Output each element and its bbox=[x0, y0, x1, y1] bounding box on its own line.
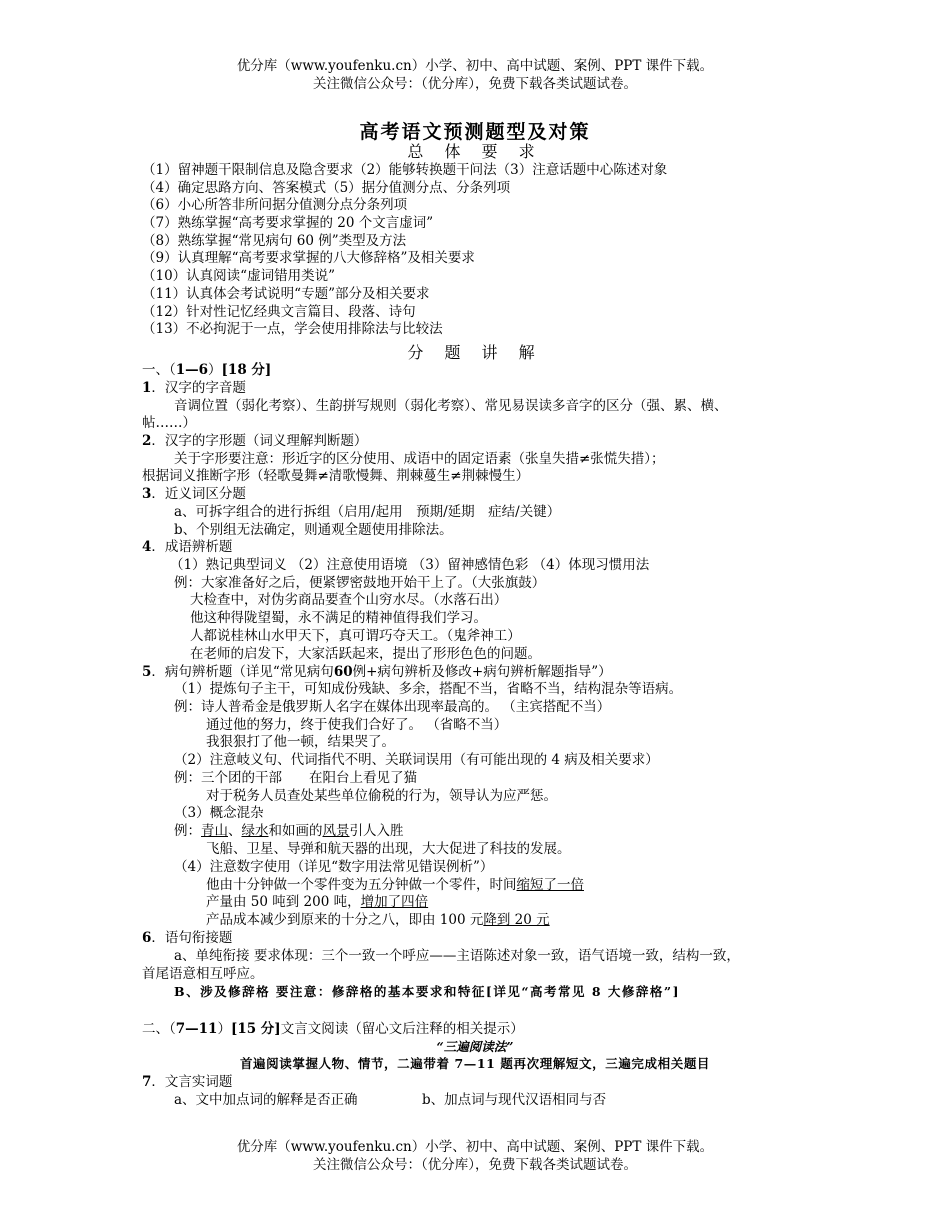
question-4-text: （1）熟记典型词义 （2）注意使用语境 （3）留神感情色彩 （4）体现习惯用法 bbox=[170, 557, 650, 573]
requirement-item: （12）针对性记忆经典文言篇目、段落、诗句 bbox=[142, 304, 416, 320]
question-5-example: 产品成本减少到原来的十分之八，即由 100 元降到 20 元 bbox=[206, 912, 550, 928]
question-5-text: （3）概念混杂 bbox=[174, 805, 264, 821]
question-4-example: 例：大家准备好之后，便紧锣密鼓地开始干上了。（大张旗鼓） bbox=[174, 575, 546, 591]
requirement-item: （7）熟练掌握“高考要求掌握的 20 个文言虚词” bbox=[142, 215, 434, 231]
requirement-item: （10）认真阅读“虚词错用类说” bbox=[142, 268, 335, 284]
question-5-title: 5．病句辨析题（详见“常见病句60例+病句辨析及修改+病句辨析解题指导”） bbox=[142, 664, 612, 680]
question-4-example: 大检查中，对伪劣商品要查个山穷水尽。（水落石出） bbox=[190, 592, 508, 608]
question-5-example: 对于税务人员查处某些单位偷税的行为，领导认为应严惩。 bbox=[206, 788, 557, 804]
requirement-item: （8）熟练掌握“常见病句 60 例”类型及方法 bbox=[142, 233, 407, 249]
question-5-example: 例：青山、绿水和如画的风景引人入胜 bbox=[174, 823, 404, 839]
requirement-item: （6）小心所答非所问据分值测分点分条列项 bbox=[142, 197, 408, 213]
question-1-title: 1．汉字的字音题 bbox=[142, 380, 246, 396]
question-2-text: 根据词义推断字形（轻歌曼舞≠清歌慢舞、荆棘蔓生≠荆棘慢生） bbox=[142, 468, 530, 484]
document-title: 高考语文预测题型及对策 bbox=[359, 121, 591, 143]
requirement-item: （13）不必拘泥于一点，学会使用排除法与比较法 bbox=[142, 321, 443, 337]
question-5-example: 例：三个团的干部 在阳台上看见了猫 bbox=[174, 770, 417, 786]
question-5-example: 他由十分钟做一个零件变为五分钟做一个零件，时间缩短了一倍 bbox=[206, 877, 584, 893]
section-heading-overall: 总 体 要 求 bbox=[407, 142, 543, 161]
question-5-example: 例：诗人普希金是俄罗斯人名字在媒体出现率最高的。 （主宾搭配不当） bbox=[174, 699, 611, 715]
header-line-1: 优分库（www.youfenku.cn）小学、初中、高中试题、案例、PPT 课件下载。 bbox=[236, 58, 714, 74]
question-3-text: a、可拆字组合的进行拆组（启用/起用 预期/延期 症结/关键） bbox=[174, 504, 561, 520]
question-2-text: 关于字形要注意：形近字的区分使用、成语中的固定语素（张皇失措≠张慌失措）； bbox=[174, 451, 665, 467]
footer-line-1: 优分库（www.youfenku.cn）小学、初中、高中试题、案例、PPT 课件下载。 bbox=[236, 1139, 714, 1155]
question-5-example: 产量由 50 吨到 200 吨，增加了四倍 bbox=[206, 894, 429, 910]
question-1-text: 帖……） bbox=[142, 415, 196, 431]
question-4-example: 在老师的启发下，大家活跃起来，提出了形形色色的问题。 bbox=[190, 646, 541, 662]
requirement-item: （1）留神题干限制信息及隐含要求（2）能够转换题干问法（3）注意话题中心陈述对象 bbox=[142, 162, 668, 178]
requirement-item: （4）确定思路方向、答案模式（5）据分值测分点、分条列项 bbox=[142, 180, 511, 196]
question-6-title: 6．语句衔接题 bbox=[142, 930, 233, 946]
section-heading-questions: 分 题 讲 解 bbox=[407, 343, 543, 362]
requirement-item: （9）认真理解“高考要求掌握的八大修辞格”及相关要求 bbox=[142, 250, 475, 266]
question-5-example: 我狠狠打了他一顿，结果哭了。 bbox=[206, 734, 395, 750]
footer-line-2: 关注微信公众号：（优分库），免费下载各类试题试卷。 bbox=[313, 1157, 637, 1173]
question-3-title: 3．近义词区分题 bbox=[142, 486, 246, 502]
part-one-heading: 一、（1—6）[18 分] bbox=[142, 362, 272, 378]
question-5-text: （1）提炼句子主干，可知成份残缺、多余，搭配不当，省略不当，结构混杂等语病。 bbox=[174, 681, 683, 697]
requirement-item: （11）认真体会考试说明“专题”部分及相关要求 bbox=[142, 286, 430, 302]
part-two-heading: 二、（7—11）[15 分]文言文阅读（留心文后注释的相关提示） bbox=[142, 1021, 524, 1037]
question-5-text: （4）注意数字使用（详见“数字用法常见错误例析”） bbox=[174, 859, 494, 875]
reading-method-title: “三遍阅读法” bbox=[436, 1039, 514, 1054]
question-7-title: 7．文言实词题 bbox=[142, 1074, 233, 1090]
question-1-text: 音调位置（弱化考察）、生韵拼写规则（弱化考察）、常见易误读多音字的区分（强、累、横、 bbox=[174, 398, 728, 414]
question-3-text: b、个别组无法确定，则通观全题使用排除法。 bbox=[174, 522, 453, 538]
question-5-text: （2）注意岐义句、代词指代不明、关联词误用（有可能出现的 4 病及相关要求） bbox=[174, 752, 659, 768]
question-6-text: a、单纯衔接 要求体现：三个一致一个呼应——主语陈述对象一致，语气语境一致，结构一致， bbox=[174, 948, 740, 964]
question-6-text: 首尾语意相互呼应。 bbox=[142, 966, 264, 982]
question-7-option-a: a、文中加点词的解释是否正确 bbox=[174, 1092, 358, 1108]
question-7-option-b: b、加点词与现代汉语相同与否 bbox=[422, 1092, 607, 1108]
question-5-example: 飞船、卫星、导弹和航天器的出现，大大促进了科技的发展。 bbox=[206, 841, 571, 857]
question-5-example: 通过他的努力，终于使我们合好了。 （省略不当） bbox=[206, 717, 508, 733]
reading-method-description: 首遍阅读掌握人物、情节，二遍带着 7—11 题再次理解短文，三遍完成相关题目 bbox=[239, 1056, 711, 1071]
question-4-example: 他这种得陇望蜀，永不满足的精神值得我们学习。 bbox=[190, 610, 487, 626]
question-6-text: B、涉及修辞格 要注意：修辞格的基本要求和特征[详见“高考常见 8 大修辞格”] bbox=[174, 984, 681, 999]
question-4-example: 人都说桂林山水甲天下，真可谓巧夺天工。（鬼斧神工） bbox=[190, 628, 521, 644]
question-2-title: 2．汉字的字形题（词义理解判断题） bbox=[142, 433, 368, 449]
question-4-title: 4．成语辨析题 bbox=[142, 539, 233, 555]
header-line-2: 关注微信公众号：（优分库），免费下载各类试题试卷。 bbox=[313, 76, 637, 92]
